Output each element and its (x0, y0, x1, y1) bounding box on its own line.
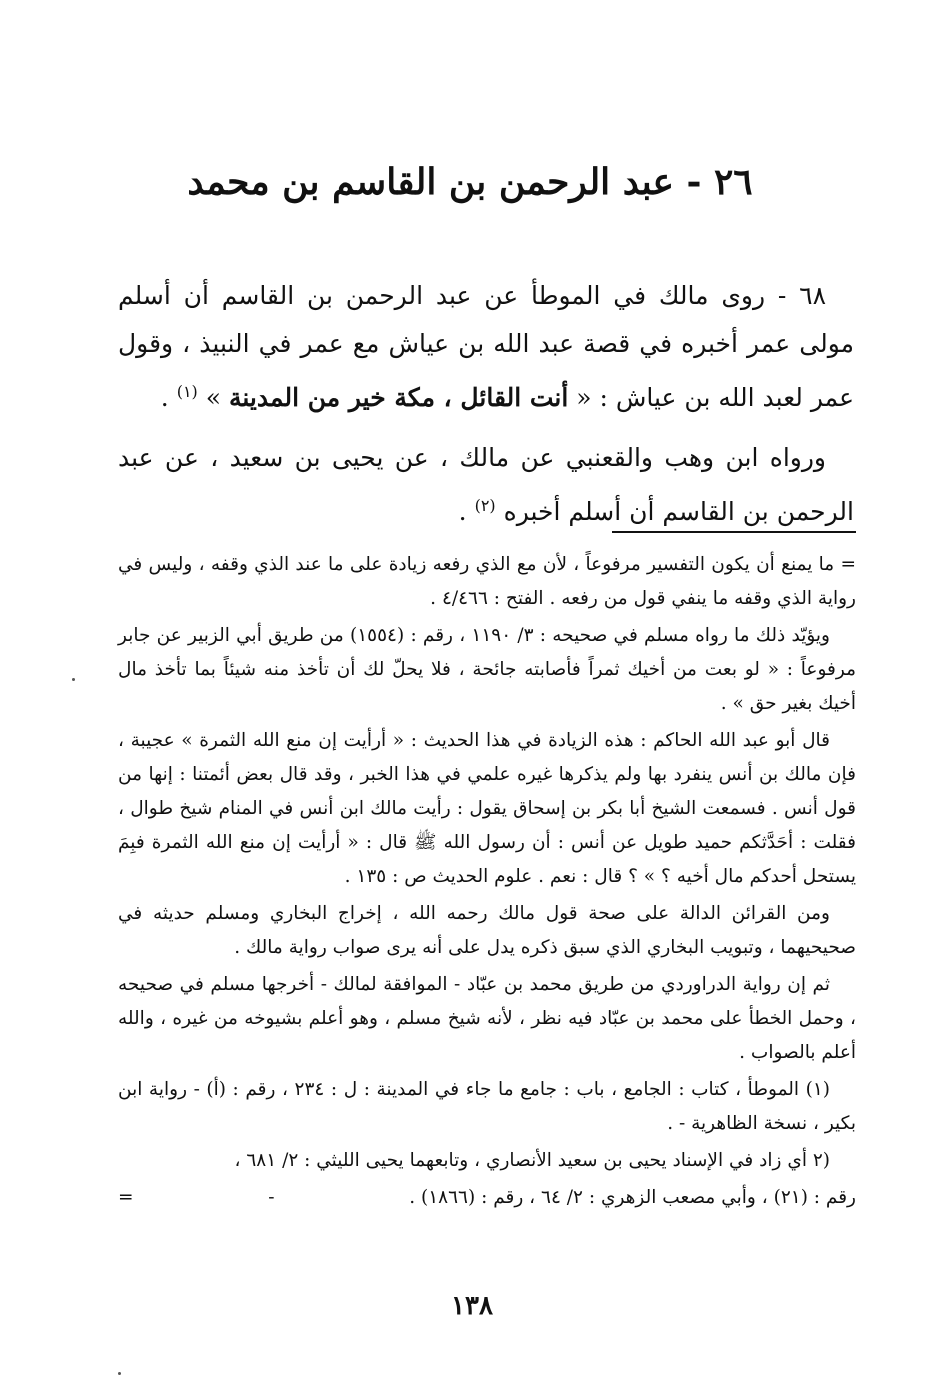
quote-close: » (205, 383, 229, 412)
footnote-2-text: رقم : (٢١) ، وأبي مصعب الزهري : ٢/ ٦٤ ، رقم : (١٨٦٦) . (409, 1187, 856, 1208)
chapter-title: ٢٦ - عبد الرحمن بن القاسم بن محمد (187, 161, 753, 203)
hadith-intro-text: ٦٨ - روى مالك في الموطأ عن عبد الرحمن بن القاسم أن أسلم مولى عمر أخبره في قصة عبد الله بن عياش مع عمر في النبيذ ، وقول عمر لعبد الله بن عياش : « (118, 281, 854, 412)
margin-speck (72, 678, 75, 681)
paragraph-end: . (160, 383, 177, 412)
paragraph-end-2: . (458, 497, 475, 526)
footnote-2-line-1: (٢ أي زاد في الإسناد يحيى بن سعيد الأنصاري ، وتابعهما يحيى الليثي : ٢/ ٦٨١ ، (234, 1150, 830, 1171)
footnote-ref-1: (١) (176, 382, 198, 401)
footnote-evidence: ومن القرائن الدالة على صحة قول مالك رحمه الله ، إخراج البخاري ومسلم حديثه في صحيحيهما ، وتبويب البخاري الذي سبق ذكره يدل على أنه يرى صواب رواية مالك . (118, 903, 856, 958)
footnote-2-dash: - (268, 1187, 275, 1208)
main-text (118, 272, 854, 548)
footnote-ref-2: (٢) (474, 496, 496, 515)
page-number: ١٣٨ (451, 1291, 493, 1321)
narration-text: ورواه ابن وهب والقعنبي عن مالك ، عن يحيى بن سعيد ، عن عبد الرحمن بن القاسم أن أسلم أخبره (118, 443, 854, 526)
footnote-continuation: = ما يمنع أن يكون التفسير مرفوعاً ، لأن مع الذي رفعه زيادة على ما عند الذي وقفه ، وليس في رواية الذي وقفه ما ينفي قول من رفعه . الفتح : ٤/٤٦٦ . (118, 554, 856, 609)
footnote-2-line-2 (118, 1181, 856, 1215)
footnotes (118, 548, 856, 1215)
footnote-1: (١) الموطأ ، كتاب : الجامع ، باب : جامع ما جاء في المدينة : ل : ٢٣٤ ، رقم : (أ) - رواية ابن بكير ، نسخة الظاهرية - . (118, 1079, 856, 1134)
margin-speck-bottom (118, 1372, 121, 1375)
continuation-mark: = (118, 1187, 134, 1208)
hadith-quote: أنت القائل ، مكة خير من المدينة (228, 383, 569, 412)
footnote-muslim-narration: ويؤيّد ذلك ما رواه مسلم في صحيحه : ٣/ ١١٩٠ ، رقم : (١٥٥٤) من طريق أبي الزبير عن جابر مرفوعاً : « لو بعت من أخيك ثمراً فأصابته جائحة ، فلا يحلّ لك أن تأخذ منه شيئاً بما تأخذ مال أخيك بغير حق » . (118, 625, 856, 714)
footnote-separator-line (612, 531, 856, 533)
footnote-hakim-quote: قال أبو عبد الله الحاكم : هذه الزيادة في هذا الحديث : « أرأيت إن منع الله الثمرة » عجيبة ، فإن مالك بن أنس ينفرد بها ولم يذكرها غيره علمي في هذا الخبر ، وقد قال بعض أئمتنا : إنها من قول أنس . فسمعت الشيخ أبا بكر بن إسحاق يقول : رأيت مالك ابن أنس في المنام شيخ طوال ، فقلت : أحَدَّثكم حميد طويل عن أنس : أن رسول الله ﷺ قال : « أرأيت إن منع الله الثمرة فبِمَ يستحل أحدكم مال أخيه ؟ » ؟ قال : نعم . علوم الحديث ص : ١٣٥ . (118, 730, 856, 887)
hadith-paragraph-68 (118, 272, 854, 422)
footnote-darawardi: ثم إن رواية الدراوردي من طريق محمد بن عبّاد - الموافقة لمالك - أخرجها مسلم في صحيحه ، وحمل الخطأ على محمد بن عبّاد فيه نظر ، لأنه شيخ مسلم ، وهو أعلم بشيوخه من غيره ، والله أعلم بالصواب . (118, 974, 856, 1063)
narration-paragraph (118, 434, 854, 536)
